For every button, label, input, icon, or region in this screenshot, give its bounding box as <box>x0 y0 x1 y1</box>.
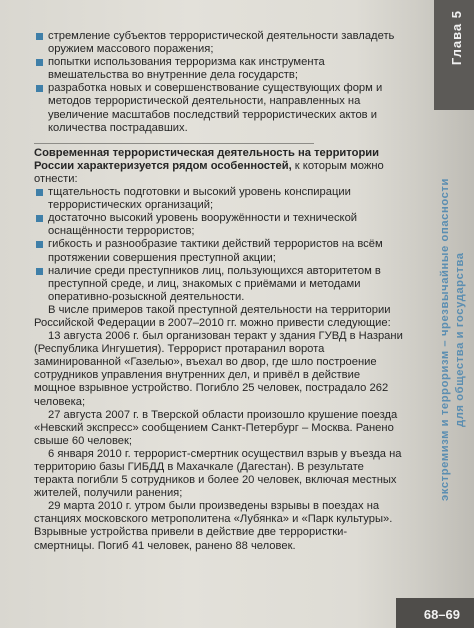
bullet-item: гибкость и разнообразие тактики действий террористов на всём протяжении совершения преступной акции; <box>34 238 404 264</box>
bullet-item: попытки использования терроризма как инструмента вмешательства во внутренние дела государств; <box>34 56 404 82</box>
heading-bold: Современная террористическая деятельность на территории России характеризуется рядом особенностей, <box>34 146 380 172</box>
chapter-label: Глава 5 <box>449 10 464 66</box>
bullet-item: разработка новых и совершенствование существующих форм и методов террористической деятельности, направленных на увеличение масштабов последствий террористических актов и количества пострадавших. <box>34 82 404 134</box>
heading-divider <box>34 143 314 144</box>
bullet-item: тщательность подготовки и высокий уровень конспирации террористических организаций; <box>34 186 404 212</box>
paragraph: В числе примеров такой преступной деятельности на территории Российской Федерации в 2007–2010 гг. можно привести следующие: <box>34 303 391 329</box>
side-title <box>438 160 468 520</box>
bullet-item: достаточно высокий уровень вооружённости и технической оснащённости террористов; <box>34 212 404 238</box>
page-number: 68–69 <box>423 607 460 622</box>
side-title-line-2: для общества и государства <box>454 252 466 428</box>
heading-rest: к которым можно отнести: <box>34 159 384 185</box>
main-text <box>34 30 404 553</box>
section-heading <box>34 147 404 186</box>
bullet-item: наличие среди преступников лиц, пользующихся авторитетом в преступной среде, и лиц, знакомых с приёмами и методами оперативно-розыскной деятельности. <box>34 265 404 304</box>
paragraph: 13 августа 2006 г. был организован теракт у здания ГУВД в Назрани (Республика Ингушетия). Террорист протаранил ворота заминированной «Газелью», въехал во двор, где шло построение сотрудников управления внутренних дел, и привёл в действие мощное взрывное устройство. Погибло 25 человек, пострадало 262 человека; <box>34 330 403 408</box>
paragraph: 27 августа 2007 г. в Тверской области произошло крушение поезда «Невский экспресс» сообщением Санкт-Петербург – Москва. Ранено свыше 60 человек; <box>34 408 398 447</box>
paragraph: 29 марта 2010 г. утром были произведены взрывы в поездах на станциях московского метрополитена «Лубянка» и «Парк культуры». Взрывные устройства привели в действие две террористки-смертницы. Погиб 41 человек, ранено 88 человек. <box>34 500 393 552</box>
paragraph: 6 января 2010 г. террорист-смертник осуществил взрыв у въезда на территорию базы ГИБДД в Махачкале (Дагестан). В результате теракта погибли 5 сотрудников и более 20 человек, включая местных жителей, получили ранения; <box>34 447 402 500</box>
side-title-line-1: экстремизм и терроризм – чрезвычайные опасности <box>439 178 451 502</box>
bullet-item: стремление субъектов террористической деятельности завладеть оружием массового поражения; <box>34 30 404 56</box>
